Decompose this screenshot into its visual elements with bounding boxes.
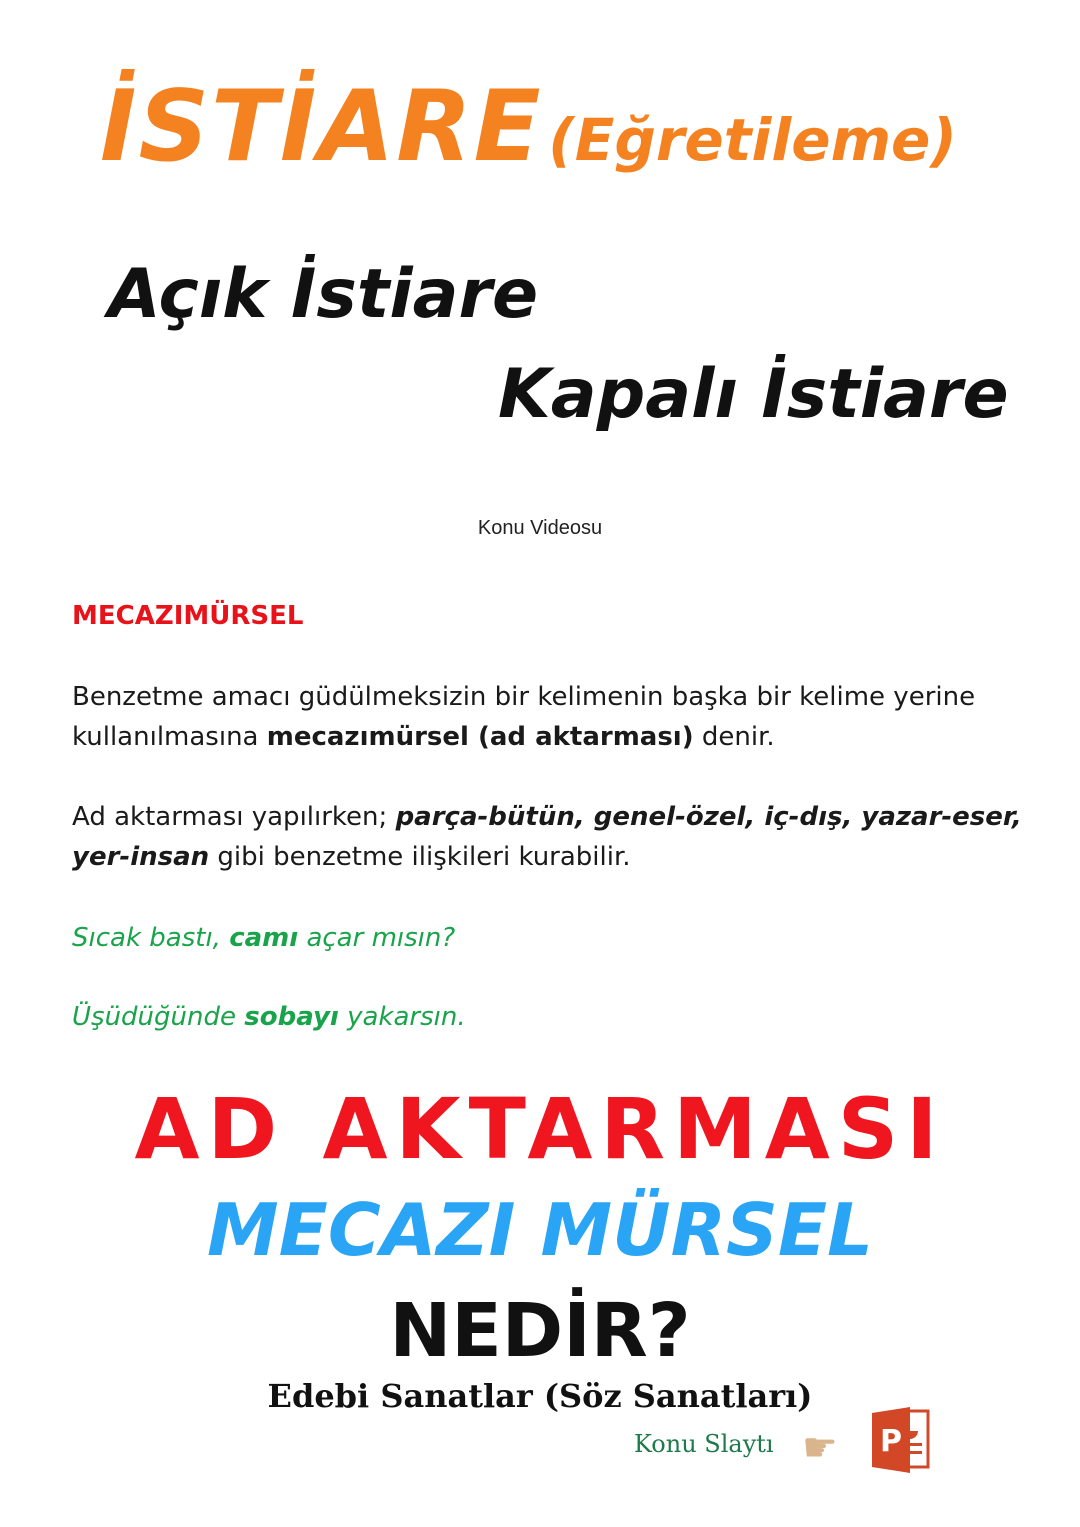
banner-nedir: NEDİR? <box>389 1288 691 1374</box>
banner-mecazi-mursel: MECAZI MÜRSEL <box>207 1188 873 1272</box>
pointing-hand-icon: ☛ <box>802 1425 838 1471</box>
konu-slayti-link[interactable]: Konu Slaytı <box>634 1430 774 1458</box>
banner-ad-aktarmasi: AD AKTARMASI <box>134 1080 946 1178</box>
title-sub: (Eğretileme) <box>548 106 957 174</box>
svg-text:P: P <box>880 1424 902 1459</box>
example-2: Üşüdüğünde sobayı yakarsın. <box>72 1002 466 1032</box>
kapali-istiare-heading: Kapalı İstiare <box>498 355 1009 434</box>
example-1: Sıcak bastı, camı açar mısın? <box>72 923 456 953</box>
page-title <box>100 70 957 184</box>
title-main: İSTİARE <box>100 70 543 184</box>
konu-videosu-link[interactable]: Konu Videosu <box>477 517 603 539</box>
acik-istiare-heading: Açık İstiare <box>108 255 539 334</box>
banner-edebi-sanatlar: Edebi Sanatlar (Söz Sanatları) <box>267 1377 813 1415</box>
relations-paragraph: Ad aktarması yapılırken; parça-bütün, genel-özel, iç-dış, yazar-eser, yer-insan gibi benzetme ilişkileri kurabilir. <box>72 802 1022 872</box>
section-heading: MECAZIMÜRSEL <box>72 601 304 631</box>
definition-paragraph: Benzetme amacı güdülmeksizin bir kelimenin başka bir kelime yerine kullanılmasına mecazımürsel (ad aktarması) denir. <box>72 682 976 752</box>
powerpoint-icon[interactable] <box>870 1405 930 1475</box>
